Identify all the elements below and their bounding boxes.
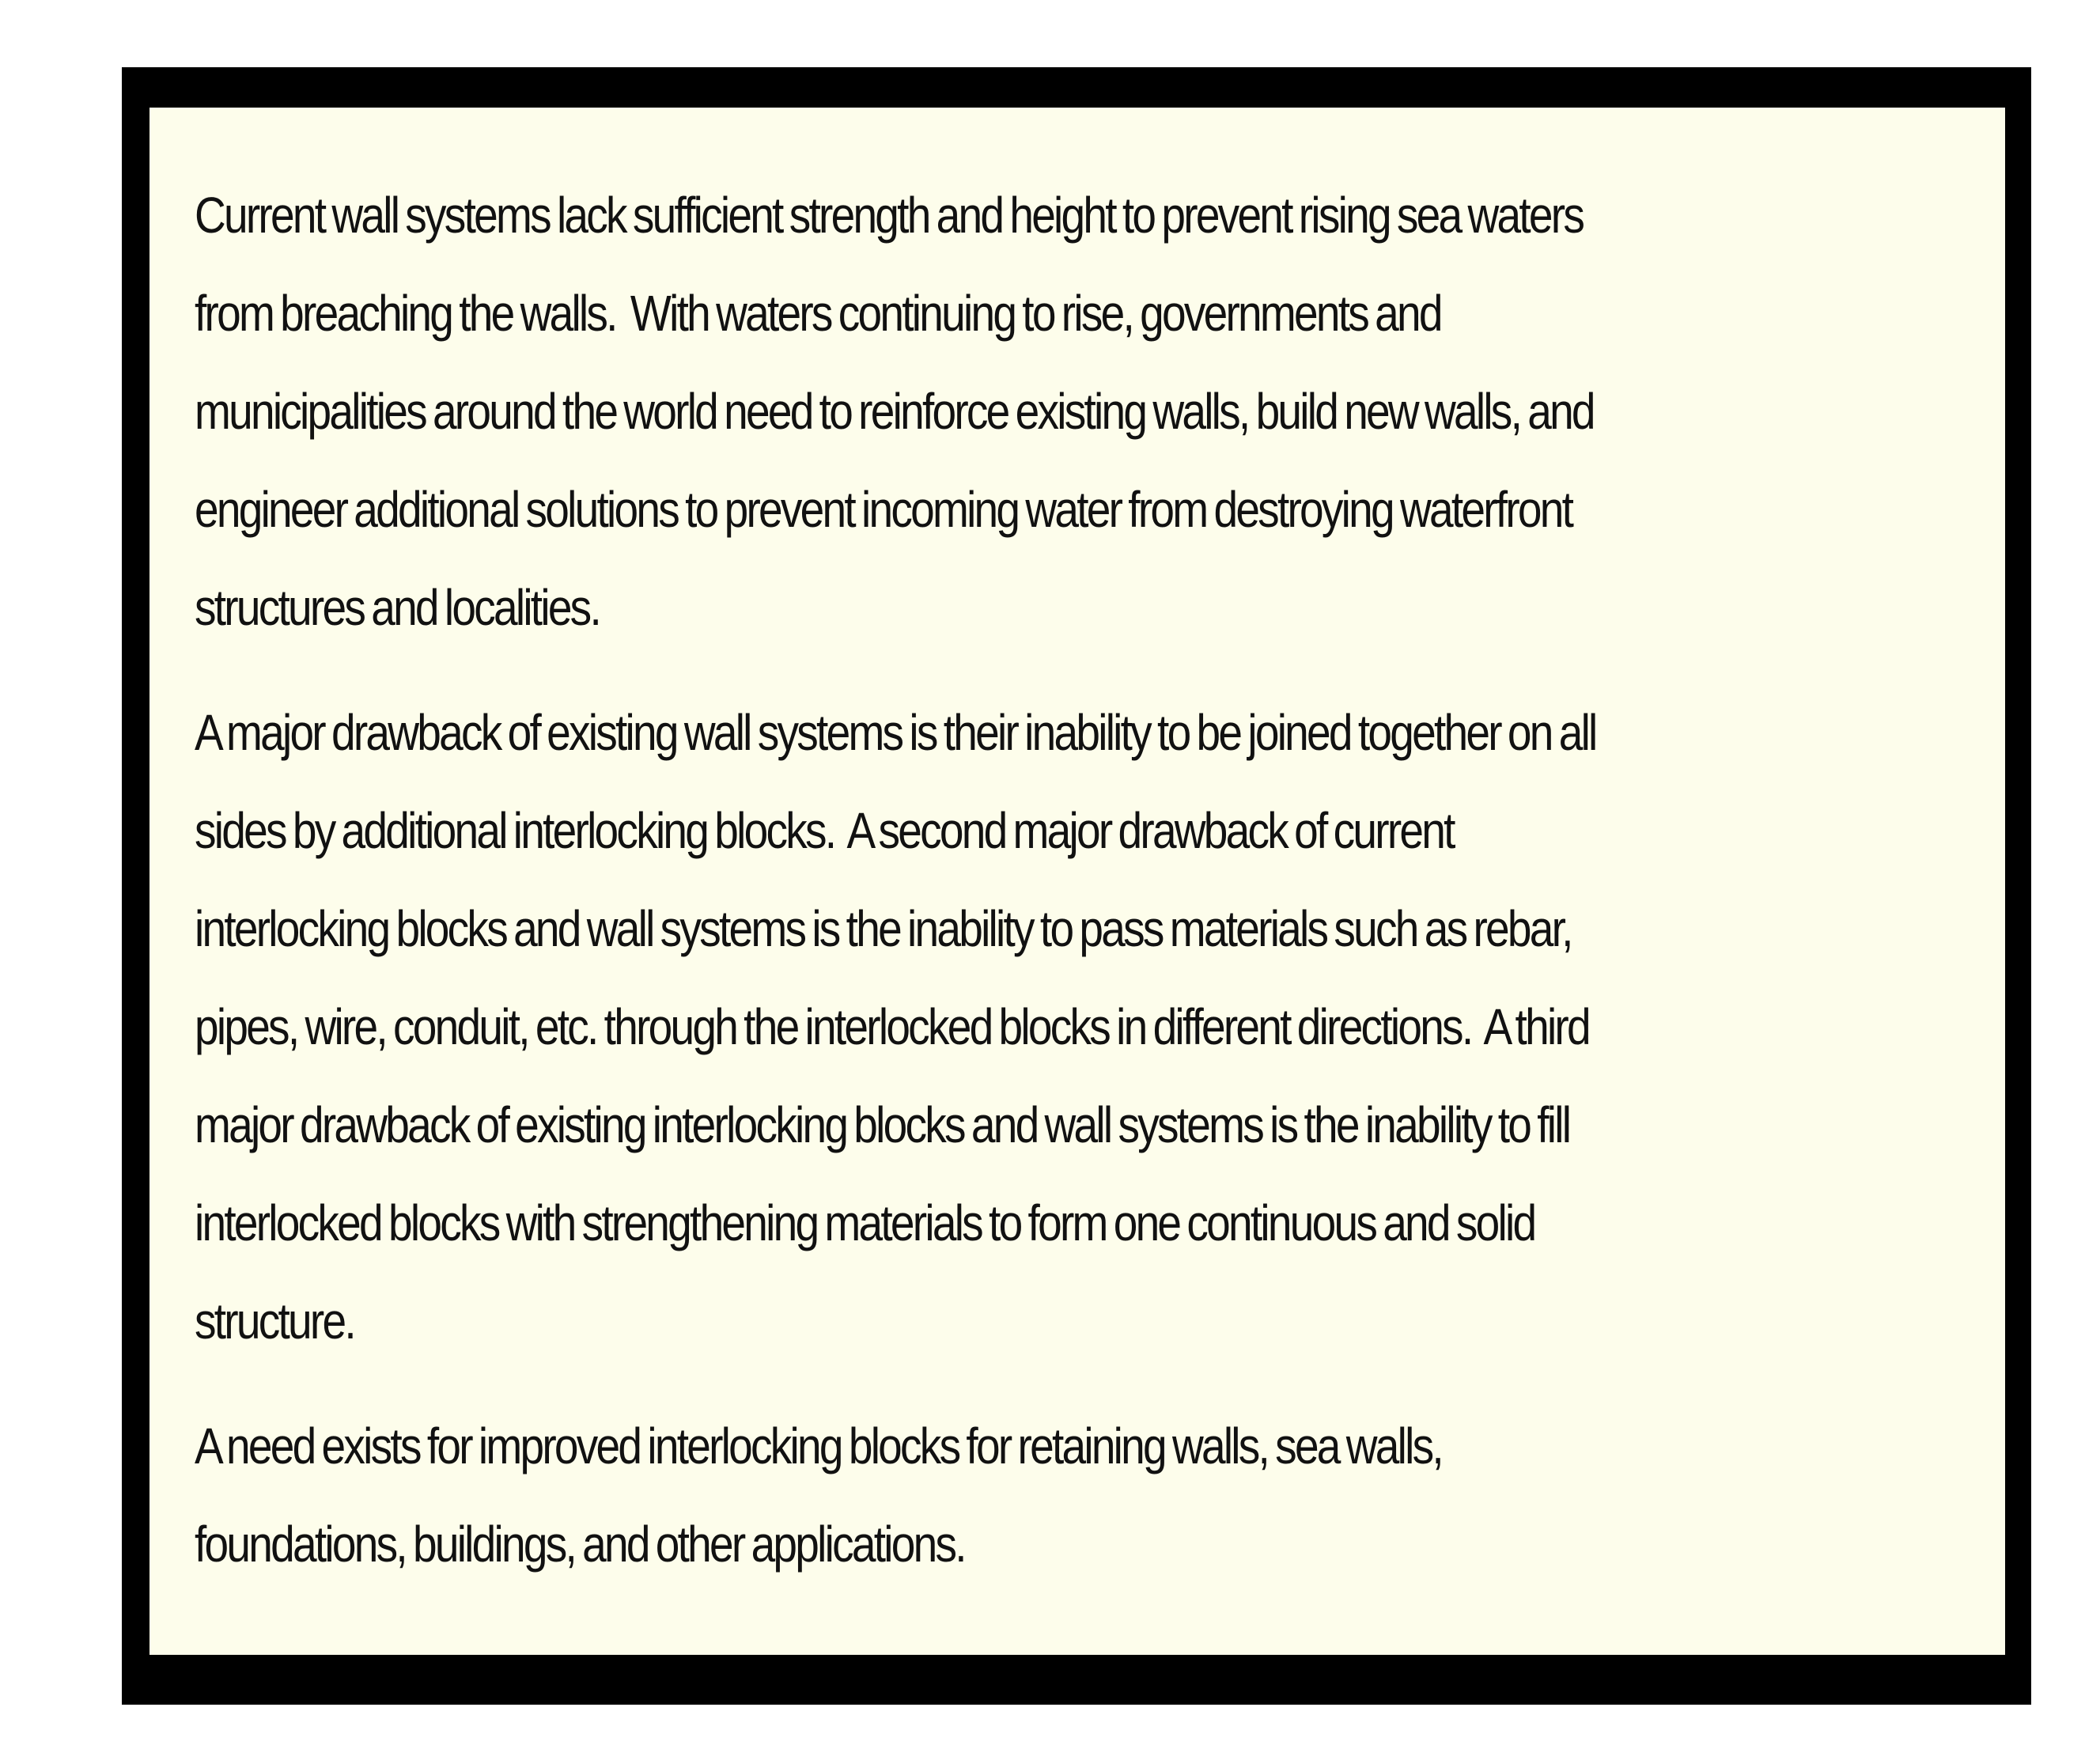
text-line: sides by additional interlocking blocks. A second major drawback of current bbox=[195, 802, 1454, 859]
text-box bbox=[149, 108, 2005, 1655]
text-line: interlocked blocks with strengthening materials to form one continuous and solid bbox=[195, 1194, 1535, 1251]
text-line: foundations, buildings, and other applications. bbox=[195, 1516, 965, 1573]
text-line: major drawback of existing interlocking blocks and wall systems is the inability to fill bbox=[195, 1096, 1570, 1153]
text-line: interlocking blocks and wall systems is the inability to pass materials such as rebar, bbox=[195, 900, 1572, 957]
text-line: municipalities around the world need to reinforce existing walls, build new walls, and bbox=[195, 383, 1594, 440]
paragraph-need-statement bbox=[195, 1397, 1963, 1593]
text-line: from breaching the walls. With waters continuing to rise, governments and bbox=[195, 285, 1441, 342]
text-line: A need exists for improved interlocking blocks for retaining walls, sea walls, bbox=[195, 1418, 1442, 1474]
paragraph-drawbacks bbox=[195, 683, 1963, 1370]
paragraph-problem-statement bbox=[195, 166, 1963, 657]
text-line: structure. bbox=[195, 1293, 354, 1349]
text-line: pipes, wire, conduit, etc. through the interlocked blocks in different directions. A third bbox=[195, 998, 1589, 1055]
text-line: structures and localities. bbox=[195, 579, 600, 636]
text-line: A major drawback of existing wall systems is their inability to be joined together on all bbox=[195, 704, 1596, 761]
text-line: engineer additional solutions to prevent incoming water from destroying waterfront bbox=[195, 481, 1572, 538]
text-line: Current wall systems lack sufficient strength and height to prevent rising sea waters bbox=[195, 187, 1584, 244]
